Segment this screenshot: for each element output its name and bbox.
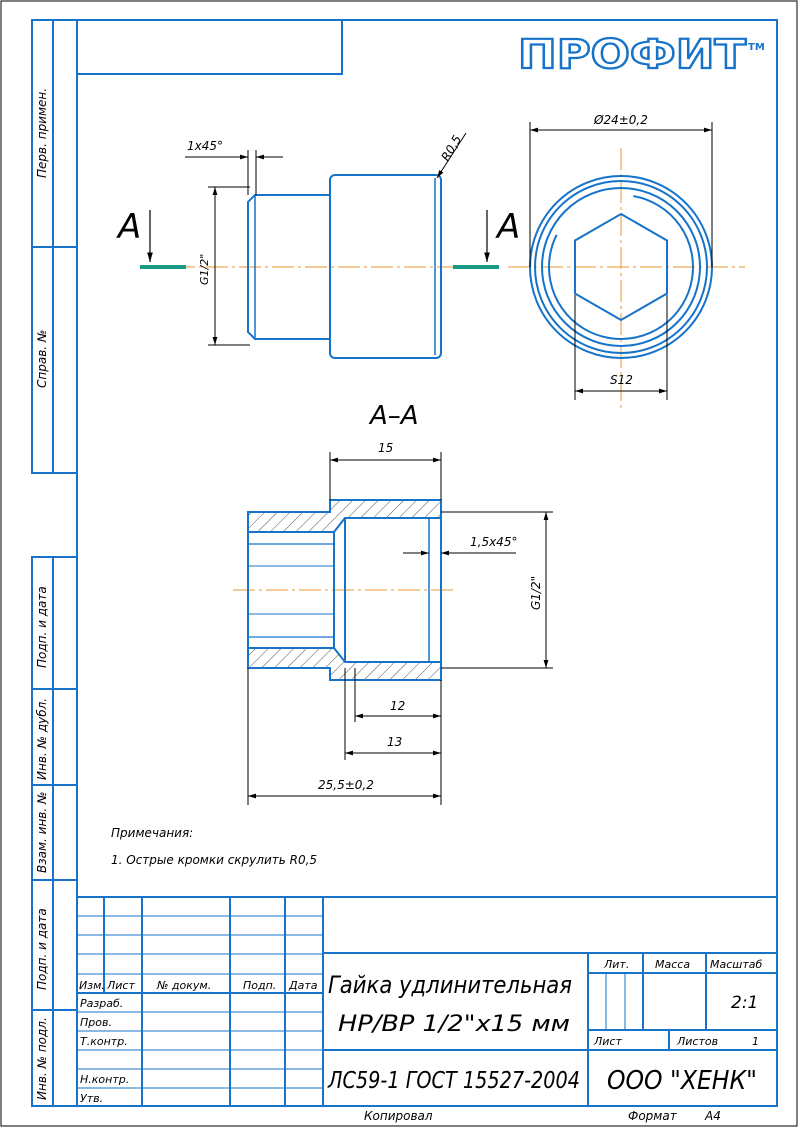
tb-sheets-label: Листов [677, 1035, 719, 1048]
tb-sheets-count: 1 [752, 1035, 759, 1048]
section-title: A–A [370, 401, 419, 431]
tb-part-name-line1: Гайка удлинительная [328, 971, 572, 999]
section-view [233, 441, 553, 805]
brand-logo-text: ПРОФИТ [518, 32, 747, 78]
dim-radius: R0,5 [438, 132, 465, 164]
section-letter-right: A [497, 207, 521, 247]
tb-header-massa: Масса [655, 958, 691, 971]
side-view [116, 133, 520, 358]
tb-row-nkontr: Н.контр. [80, 1073, 130, 1086]
tb-header-list: Лист [107, 979, 135, 992]
tb-scale: 2:1 [731, 993, 759, 1013]
dim-chamfer-section: 1,5x45° [470, 535, 518, 549]
side-label-sprav-no: Справ. № [35, 329, 49, 388]
dim-length-15: 15 [378, 441, 394, 455]
tb-part-name-line2: НР/ВР 1/2"х15 мм [338, 1012, 570, 1037]
tb-header-lit: Лит. [604, 958, 630, 971]
dim-chamfer-top: 1x45° [187, 139, 224, 153]
dim-thread-side: G1/2" [198, 253, 211, 285]
footer-format-value: A4 [705, 1109, 721, 1123]
side-label-podp-data-1: Подп. и дата [35, 586, 49, 668]
dim-thread-section: G1/2" [529, 575, 543, 610]
tb-header-izm: Изм. [79, 979, 105, 992]
section-letter-left: A [118, 207, 142, 247]
tb-header-data: Дата [289, 979, 318, 992]
dim-total-length: 25,5±0,2 [318, 778, 374, 792]
side-label-inv-dubl: Инв. № дубл. [35, 697, 49, 780]
side-label-perv-primen: Перв. примен. [35, 87, 49, 178]
tb-material: ЛС59-1 ГОСТ 15527-2004 [327, 1068, 580, 1094]
tb-row-prov: Пров. [80, 1016, 112, 1029]
tb-header-podp: Подп. [243, 979, 277, 992]
brand-logo-mark: ТМ [748, 42, 765, 53]
tb-row-razrab: Разраб. [80, 997, 124, 1010]
side-label-vzam-inv: Взам. инв. № [35, 791, 49, 873]
side-label-podp-data-2: Подп. и дата [35, 908, 49, 990]
front-view [508, 113, 745, 408]
notes-item-1: 1. Острые кромки скрулить R0,5 [111, 853, 318, 867]
side-label-inv-podl: Инв. № подл. [35, 1017, 49, 1100]
dim-depth-13: 13 [387, 735, 403, 749]
dim-depth-12: 12 [390, 699, 406, 713]
tb-company: ООО "ХЕНК" [607, 1066, 757, 1096]
dim-outer-diameter: Ø24±0,2 [594, 113, 648, 127]
tb-header-n-dokum: № докум. [157, 979, 212, 992]
dim-hex-size: S12 [610, 373, 633, 387]
tb-row-utv: Утв. [80, 1092, 104, 1105]
footer-format-label: Формат [628, 1109, 677, 1123]
brand-logo [518, 32, 765, 78]
tb-row-tkontr: Т.контр. [80, 1035, 128, 1048]
tb-header-masshtab: Масштаб [710, 958, 763, 971]
tb-sheet-label: Лист [594, 1035, 622, 1048]
footer-copied: Копировал [364, 1109, 433, 1123]
notes-heading: Примечания: [111, 826, 194, 840]
